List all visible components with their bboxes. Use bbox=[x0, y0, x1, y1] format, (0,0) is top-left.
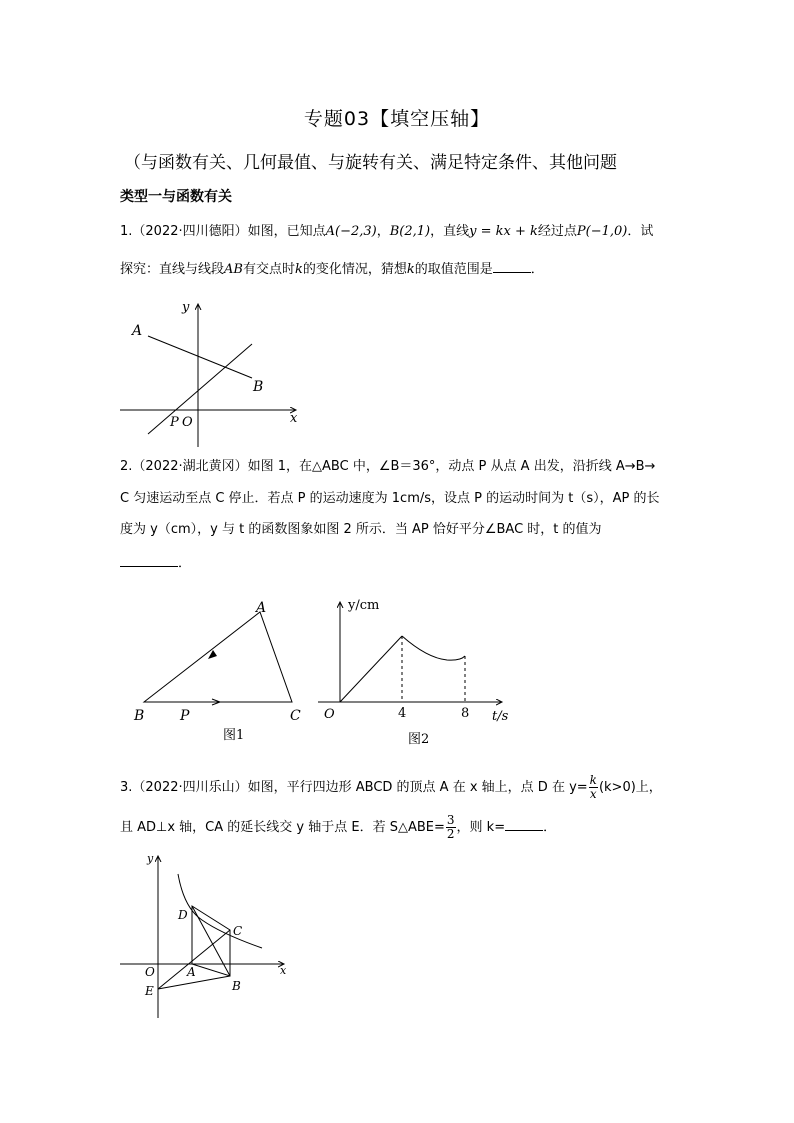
q3-fraction-3-over-2 bbox=[446, 814, 456, 841]
q1-answer-blank bbox=[493, 258, 531, 273]
q3-label-x: x bbox=[280, 964, 287, 977]
q2-graph-rise bbox=[340, 636, 402, 702]
q2-end: ． bbox=[178, 556, 192, 571]
q1-point-a: A(−2,3) bbox=[325, 224, 377, 239]
q3-text-b: (k>0)上， bbox=[598, 780, 662, 795]
q3-frac-den: x bbox=[589, 787, 597, 801]
q2-label-p: P bbox=[180, 708, 190, 724]
q3-answer-blank bbox=[505, 816, 543, 831]
q1-line-2 bbox=[120, 258, 544, 280]
q1-text-d: 的取值范围是 bbox=[414, 262, 493, 277]
q3-text-a: 3.（2022·四川乐山）如图，平行四边形 ABCD 的顶点 A 在 x 轴上，点 D 在 y= bbox=[120, 780, 588, 795]
q2-figure-1 bbox=[128, 596, 308, 746]
q1-label-o: O bbox=[182, 415, 193, 430]
q2-label-a: A bbox=[256, 600, 267, 616]
q3-figure bbox=[112, 848, 302, 1023]
q1-label-x: x bbox=[290, 411, 298, 426]
q3-fraction-k-over-x bbox=[589, 774, 598, 801]
q2-line-4 bbox=[120, 552, 191, 574]
q2-label-b: B bbox=[134, 708, 145, 724]
q3-label-o: O bbox=[145, 965, 155, 979]
q2-x-label: t/s bbox=[492, 709, 509, 724]
q1-text-b: 有交点时 bbox=[242, 262, 295, 277]
q3-label-e: E bbox=[145, 984, 154, 998]
q1-label-a: A bbox=[132, 323, 143, 339]
q3-label-y: y bbox=[147, 852, 154, 865]
q3-label-d: D bbox=[178, 908, 188, 922]
q3-label-a: A bbox=[187, 965, 196, 979]
q1-label-p: P bbox=[170, 415, 179, 430]
q2-caption-1: 图1 bbox=[223, 728, 245, 743]
q1-k: k bbox=[294, 262, 303, 277]
q2-figure-2 bbox=[312, 592, 517, 748]
q1-label-b: B bbox=[253, 379, 264, 395]
q3-hyperbola bbox=[178, 874, 262, 948]
q1-mid2: 经过点 bbox=[537, 224, 577, 239]
q2-answer-blank bbox=[120, 552, 178, 567]
q3-text-e: ． bbox=[543, 820, 557, 835]
q1-figure bbox=[110, 292, 310, 457]
q1-text-a: 探究：直线与线段 bbox=[120, 262, 225, 277]
q1-point-p: P(−1,0) bbox=[576, 224, 628, 239]
q3-line-ce bbox=[158, 930, 230, 989]
q3-frac2-den: 2 bbox=[446, 827, 455, 841]
q2-line-1: 2.（2022·湖北黄冈）如图 1，在△ABC 中，∠B＝36°，动点 P 从点 A 出发，沿折线 A→B→ bbox=[120, 459, 656, 474]
q1-text-e: ． bbox=[530, 262, 544, 277]
q2-line-3: 度为 y（cm），y 与 t 的函数图象如图 2 所示．当 AP 恰好平分∠BAC 时，t 的值为 bbox=[120, 522, 602, 537]
q1-line-1 bbox=[120, 222, 653, 242]
q1-point-b: B(2,1) bbox=[389, 224, 431, 239]
q3-line-1 bbox=[120, 774, 662, 801]
q2-caption-2: 图2 bbox=[408, 732, 430, 747]
q2-origin-label: O bbox=[324, 707, 335, 722]
q1-text-c: 的变化情况，猜想 bbox=[302, 262, 407, 277]
q3-label-b: B bbox=[232, 979, 241, 993]
q3-line-2 bbox=[120, 814, 556, 841]
q1-end: ．试 bbox=[627, 224, 654, 239]
q2-triangle-abc bbox=[144, 612, 292, 702]
q3-text-c: 且 AD⊥x 轴，CA 的延长线交 y 轴于点 E．若 S△ABE= bbox=[120, 820, 445, 835]
q1-sep: ， bbox=[376, 224, 390, 239]
q2-graph-curve bbox=[402, 636, 465, 660]
q1-segment: AB bbox=[224, 262, 243, 277]
q3-frac2-num: 3 bbox=[446, 813, 455, 827]
section-heading: 类型一与函数有关 bbox=[120, 189, 232, 205]
q1-line-equation: y = kx + k bbox=[469, 224, 538, 239]
q1-label-y: y bbox=[182, 300, 190, 315]
q2-label-c: C bbox=[290, 708, 301, 724]
q1-mid: ，直线 bbox=[430, 224, 470, 239]
q2-y-label: y/cm bbox=[348, 598, 380, 613]
q1-k-2: k bbox=[406, 262, 415, 277]
q2-tick-8: 8 bbox=[461, 706, 470, 721]
q2-tick-4: 4 bbox=[398, 706, 407, 721]
q2-line-2: C 匀速运动至点 C 停止．若点 P 的运动速度为 1cm/s，设点 P 的运动时间为 t（s），AP 的长 bbox=[120, 491, 660, 506]
q3-text-d: ，则 k= bbox=[456, 820, 506, 835]
page-subtitle: （与函数有关、几何最值、与旋转有关、满足特定条件、其他问题 bbox=[124, 153, 617, 173]
q3-label-c: C bbox=[233, 924, 243, 938]
page-title: 专题03【填空压轴】 bbox=[303, 108, 491, 130]
q3-frac-num: k bbox=[589, 773, 597, 787]
q1-prefix: 1.（2022·四川德阳）如图，已知点 bbox=[120, 224, 326, 239]
